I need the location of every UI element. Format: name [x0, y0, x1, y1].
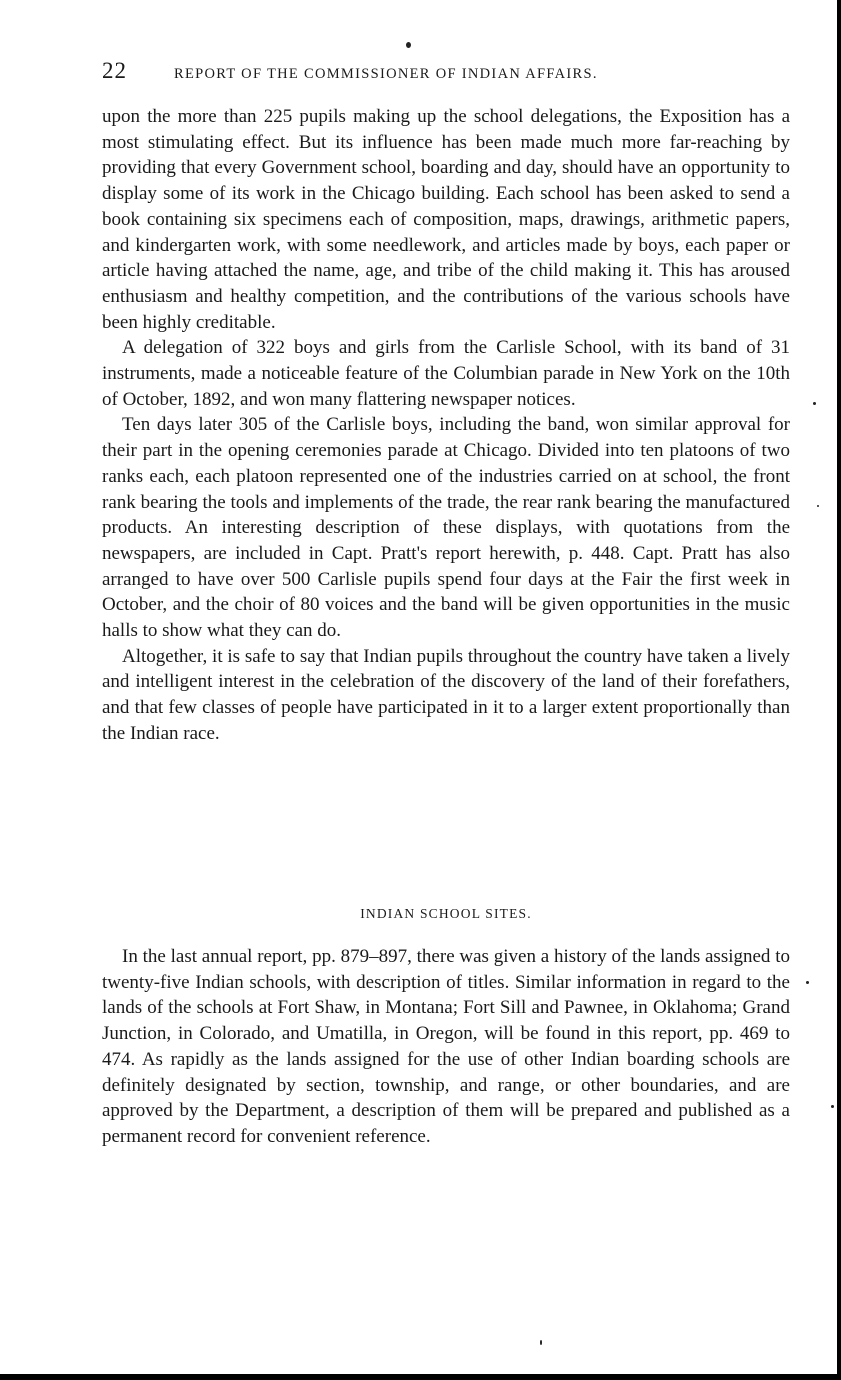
body-text: [102, 104, 790, 747]
paragraph-school-sites: In the last annual report, pp. 879–897, there was given a history of the lands assigned to twenty-five Indian schools, with description of titles. Similar information in regard to the lands of the schools at Fort Shaw, in Montana; Fort Sill and Pawnee, in Oklahoma; Grand Junction, in Colorado, and Umatilla, in Oregon, will be found in this report, pp. 469 to 474. As rapidly as the lands assigned for the use of other Indian boarding schools are definitely designated by section, township, and range, or other boundaries, and are approved by the Department, a description of them will be prepared and published as a permanent record for convenient reference.: [102, 946, 790, 1147]
running-head: REPORT OF THE COMMISSIONER OF INDIAN AFFAIRS.: [174, 66, 598, 82]
paragraph-chicago-parade: Ten days later 305 of the Carlisle boys, including the band, won similar approval for their part in the opening ceremonies parade at Chicago. Divided into ten platoons of two ranks each, each platoon represented one of the industries carried on at school, the front rank bearing the tools and implements of the trade, the rear rank bearing the manufactured products. An interesting description of these displays, with quotations from the newspapers, are included in Capt. Pratt's report herewith, p. 448. Capt. Pratt has also arranged to have over 500 Carlisle pupils spend four days at the Fair the first week in October, and the choir of 80 voices and the band will be given opportunities in the music halls to show what they can do.: [102, 414, 790, 642]
ink-speck: [817, 505, 819, 507]
section-text: [102, 944, 790, 1150]
paragraph-altogether: Altogether, it is safe to say that Indian pupils throughout the country have taken a lively and intelligent interest in the celebration of the discovery of the land of their forefathers, and that few classes of people have participated in it to a larger extent proportionally than the Indian race.: [102, 645, 790, 744]
paragraph-continued: upon the more than 225 pupils making up the school delegations, the Exposition has a most stimulating effect. But its influence has been made much more far-reaching by providing that every Government school, boarding and day, should have an opportunity to display some of its work in the Chicago building. Each school has been asked to send a book containing six specimens each of composition, maps, drawings, arithmetic papers, and kindergarten work, with some needlework, and articles made by boys, each paper or article having attached the name, age, and tribe of the child making it. This has aroused enthusiasm and healthy competition, and the contributions of the various schools have been highly creditable.: [102, 106, 790, 333]
page-number: 22: [102, 58, 127, 83]
ink-speck: [806, 981, 809, 984]
ink-speck: [831, 1105, 834, 1108]
page-edge-right: [837, 0, 841, 1380]
page-edge-bottom: [0, 1374, 841, 1380]
page-header: [102, 58, 792, 88]
paragraph-carlisle-delegation: A delegation of 322 boys and girls from the Carlisle School, with its band of 31 instruments, made a noticeable feature of the Columbian parade in New York on the 10th of October, 1892, and won many flattering newspaper notices.: [102, 337, 790, 410]
section-heading: INDIAN SCHOOL SITES.: [360, 906, 532, 921]
ink-speck: [813, 402, 816, 405]
ink-speck: [406, 42, 411, 48]
ink-speck: [540, 1340, 542, 1345]
